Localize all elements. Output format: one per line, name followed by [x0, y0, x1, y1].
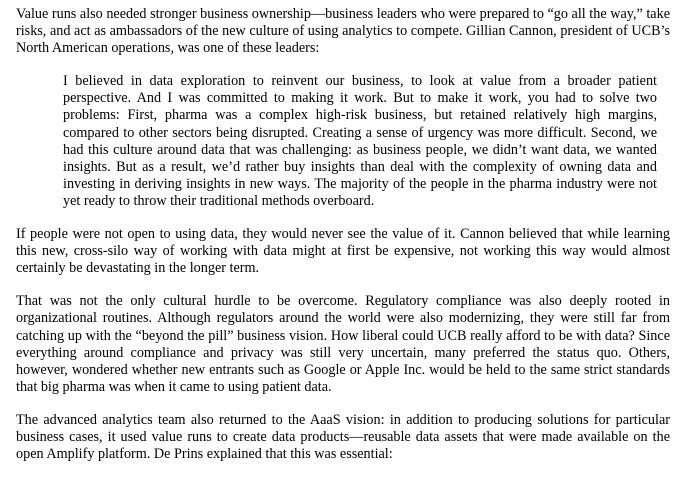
block-quote-cannon: I believed in data exploration to reinvent our business, to look at value from a broader patient perspective. And I was committed to making it work. But to make it work, you had to solve two problems: First, pharma was a complex high-risk business, but retained relatively high margins, compared to other sectors being disrupted. Creating a sense of urgency was more difficult. Second, we had this culture around data that was challenging: as business people, we didn’t want data, we wanted insights. But as a result, we’d rather buy insights than deal with the complexity of owning data and investing in deriving insights in new ways. The majority of the people in the pharma industry were not yet ready to throw their traditional methods overboard.	[63, 73, 657, 209]
paragraph-business-ownership: Value runs also needed stronger business ownership—business leaders who were prepared to “go all the way,” take risks, and act as ambassadors of the new culture of using analytics to compete. Gillian Cannon, president of UCB’s North American operations, was one of these leaders:	[16, 6, 670, 57]
paragraph-data-openness: If people were not open to using data, they would never see the value of it. Cannon believed that while learning this new, cross-silo way of working with data might at first be expensive, not working this way would almost certainly be devastating in the longer term.	[16, 226, 670, 277]
document-page	[16, 6, 670, 479]
paragraph-data-products: The advanced analytics team also returned to the AaaS vision: in addition to producing solutions for particular business cases, it used value runs to create data products—reusable data assets that were made available on the open Amplify platform. De Prins explained that this was essential:	[16, 411, 670, 463]
paragraph-regulatory-compliance: That was not the only cultural hurdle to be overcome. Regulatory compliance was also deeply rooted in organizational routines. Although regulators around the world were also modernizing, they were still far from catching up with the “beyond the pill” business vision. How liberal could UCB really afford to be with data? Since everything around compliance and privacy was still very uncertain, many preferred the status quo. Others, however, wondered whether new entrants such as Google or Apple Inc. would be held to the same strict standards that big pharma was when it came to using patient data.	[16, 293, 670, 395]
